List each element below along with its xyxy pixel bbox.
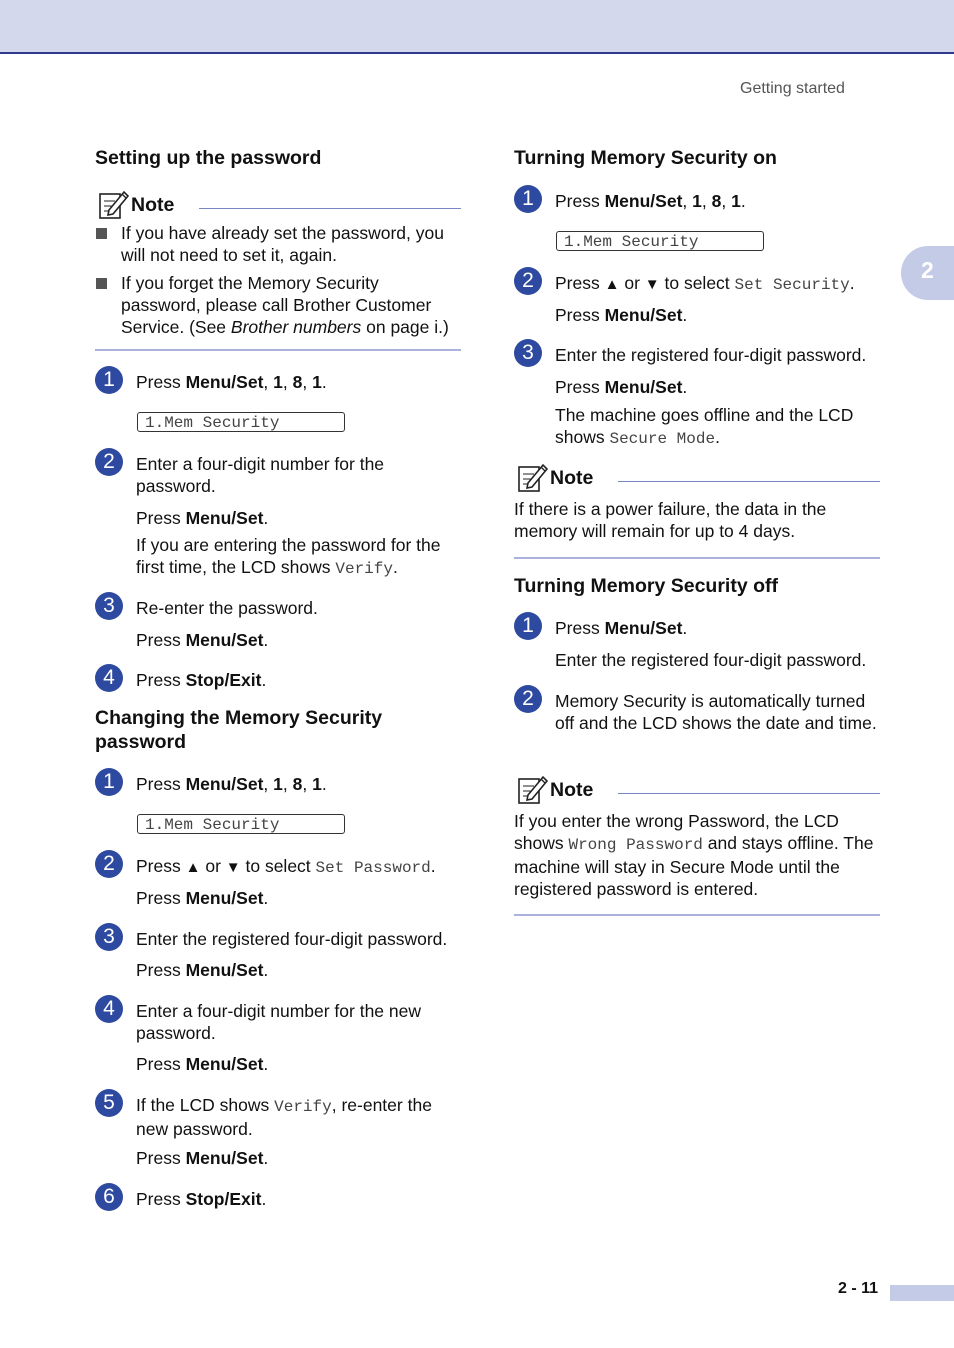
note-rule <box>618 793 880 794</box>
step-text: Enter the registered four-digit password. <box>555 345 867 365</box>
turning-off-heading: Turning Memory Security off <box>514 575 778 597</box>
step-number: 5 <box>95 1089 123 1117</box>
step-text: Press Menu/Set, 1, 8, 1. <box>136 774 327 794</box>
note-end-rule <box>514 914 880 916</box>
lcd-display: 1.Mem Security <box>556 231 764 251</box>
step-text: If the LCD shows Verify, re-enter the new password. <box>136 1095 432 1139</box>
note-pencil-icon <box>516 773 548 805</box>
note-header <box>95 188 461 222</box>
step-text: Press Menu/Set. <box>136 1148 269 1168</box>
chapter-tab <box>901 246 954 300</box>
step-text: Press ▲ or ▼ to select Set Password. <box>136 856 436 877</box>
note-rule <box>199 208 461 209</box>
step-text: Press Menu/Set, 1, 8, 1. <box>136 372 327 392</box>
note-label: Note <box>550 467 594 489</box>
step-text: Enter the registered four-digit password. <box>136 929 448 949</box>
top-header-bar <box>0 0 954 54</box>
step-number: 2 <box>95 850 123 878</box>
square-bullet-icon <box>96 278 107 289</box>
changing-password-heading: Changing the Memory Security password <box>95 707 383 753</box>
up-arrow-icon: ▲ <box>604 276 620 293</box>
step-text: Enter a four-digit number for the new password. <box>136 1001 422 1043</box>
step-text: Press Menu/Set. <box>136 960 269 980</box>
step-text: Press Menu/Set. <box>136 888 269 908</box>
step-info: If you are entering the password for the first time, the LCD shows Verify. <box>136 535 441 578</box>
setting-up-password-heading: Setting up the password <box>95 147 322 169</box>
step-text: Press Menu/Set. <box>555 305 688 325</box>
running-header: Getting started <box>740 80 845 97</box>
step-text: Memory Security is automatically turned off and the LCD shows the date and time. <box>555 691 877 733</box>
step-number: 4 <box>95 995 123 1023</box>
step-number: 1 <box>514 185 542 213</box>
step-number: 4 <box>95 664 123 692</box>
down-arrow-icon: ▼ <box>225 859 241 876</box>
note-label: Note <box>131 194 175 216</box>
step-text: Press Menu/Set, 1, 8, 1. <box>555 191 746 211</box>
step-text: Re-enter the password. <box>136 598 318 618</box>
step-text: Press Menu/Set. <box>136 1054 269 1074</box>
square-bullet-icon <box>96 228 107 239</box>
step-number: 1 <box>514 612 542 640</box>
turning-on-heading: Turning Memory Security on <box>514 147 777 169</box>
note-header <box>514 773 880 807</box>
step-text: Press Menu/Set. <box>136 508 269 528</box>
step-number: 1 <box>95 768 123 796</box>
step-text: Press Menu/Set. <box>136 630 269 650</box>
step-number: 3 <box>95 592 123 620</box>
note-bullet-text: If you have already set the password, you will not need to set it, again. <box>121 223 444 265</box>
note-end-rule <box>95 349 461 351</box>
page-number: 2 - 11 <box>838 1280 879 1297</box>
step-info: The machine goes offline and the LCD shows Secure Mode. <box>555 405 854 448</box>
note-rule <box>618 481 880 482</box>
step-number: 2 <box>95 448 123 476</box>
step-number: 3 <box>514 339 542 367</box>
note-text: If you enter the wrong Password, the LCD shows Wrong Password and stays offline. The machine will stay in Secure Mode until the registered password is entered. <box>514 811 874 899</box>
note-end-rule <box>514 557 880 559</box>
note-pencil-icon <box>97 188 129 220</box>
step-text: Press Stop/Exit. <box>136 670 267 690</box>
step-info: Enter the registered four-digit password. <box>555 650 867 670</box>
step-text: Press Stop/Exit. <box>136 1189 267 1209</box>
chapter-number: 2 <box>921 257 934 283</box>
step-number: 1 <box>95 366 123 394</box>
note-label: Note <box>550 779 594 801</box>
note-text: If there is a power failure, the data in the memory will remain for up to 4 days. <box>514 499 827 541</box>
lcd-display: 1.Mem Security <box>137 412 345 432</box>
footer-bar <box>890 1285 954 1301</box>
step-text: Press ▲ or ▼ to select Set Security. <box>555 273 855 294</box>
lcd-display: 1.Mem Security <box>137 814 345 834</box>
step-number: 2 <box>514 685 542 713</box>
step-number: 2 <box>514 267 542 295</box>
note-pencil-icon <box>516 461 548 493</box>
note-header <box>514 461 880 495</box>
step-text: Press Menu/Set. <box>555 377 688 397</box>
step-text: Enter a four-digit number for the password. <box>136 454 385 496</box>
note-bullet-text: If you forget the Memory Security password, please call Brother Customer Service. (See Brother numbers on page i.) <box>121 273 449 337</box>
down-arrow-icon: ▼ <box>644 276 660 293</box>
step-number: 6 <box>95 1183 123 1211</box>
step-text: Press Menu/Set. <box>555 618 688 638</box>
step-number: 3 <box>95 923 123 951</box>
up-arrow-icon: ▲ <box>185 859 201 876</box>
